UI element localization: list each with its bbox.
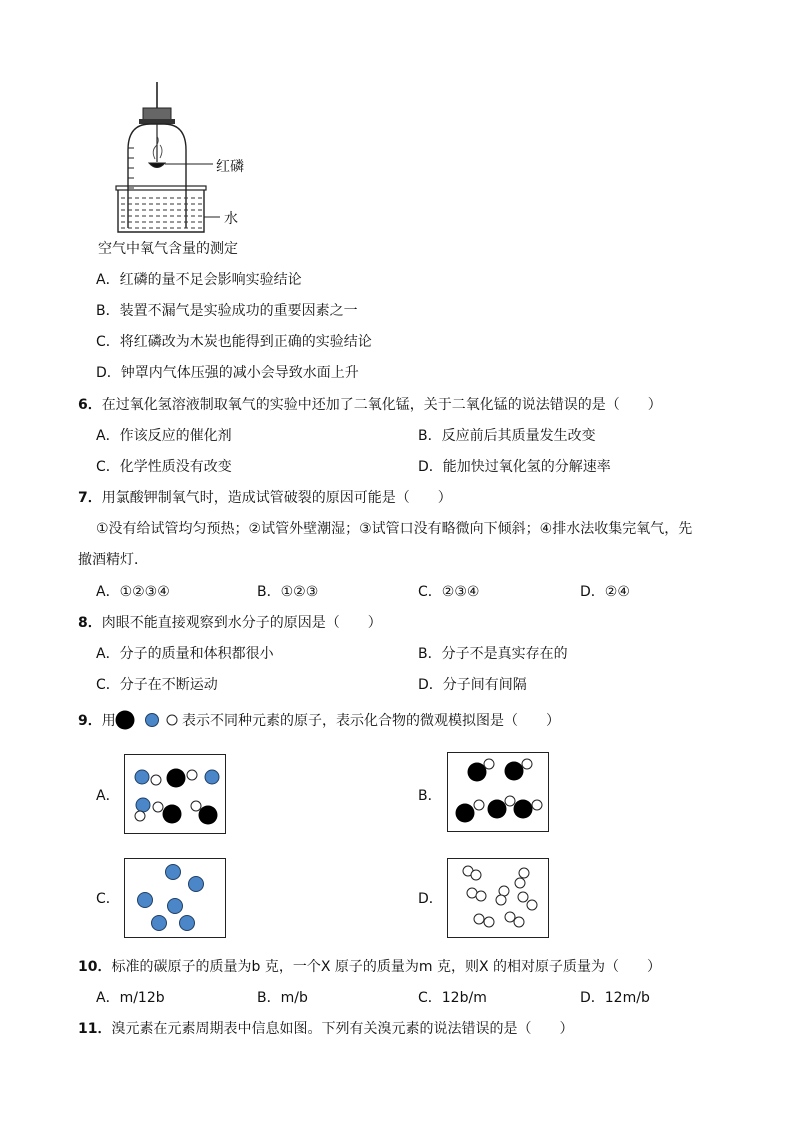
q10-stem: 标准的碳原子的质量为b 克，一个X 原子的质量为m 克，则X 的相对原子质量为（ ） [111, 959, 661, 975]
q8-number: 8． [78, 615, 102, 631]
q7-detail-line1: ①没有给试管均匀预热；②试管外壁潮湿；③试管口没有略微向下倾斜；④排水法收集完氧气，先 [96, 521, 693, 537]
q9-option-a-label: A． [96, 788, 120, 804]
q7-option-c: C．②③④ [418, 584, 480, 600]
q6-option-c: C．化学性质没有改变 [96, 459, 232, 475]
q10-option-d: D．12m/b [580, 990, 650, 1006]
q6-number: 6． [78, 397, 102, 413]
q7-number: 7． [78, 490, 102, 506]
q9-box-d [447, 858, 549, 938]
q9-box-c [124, 858, 226, 938]
q10-option-b: B．m/b [257, 990, 308, 1006]
figure-caption: 空气中氧气含量的测定 [98, 241, 238, 257]
q8-option-d: D．分子间有间隔 [418, 677, 527, 693]
q10-option-c: C．12b/m [418, 990, 487, 1006]
q8-stem: 肉眼不能直接观察到水分子的原因是（ ） [101, 615, 382, 631]
q9-box-b [447, 752, 549, 832]
q9-number: 9． [78, 713, 102, 729]
q5-option-a: A．红磷的量不足会影响实验结论 [96, 272, 302, 288]
legend-black-atom [116, 711, 135, 730]
q5-option-d: D．钟罩内气体压强的减小会导致水面上升 [96, 365, 359, 381]
q8-option-a: A．分子的质量和体积都很小 [96, 646, 274, 662]
q9-option-b-label: B． [418, 788, 442, 804]
q9-stem-suffix: 表示不同种元素的原子，表示化合物的微观模拟图是（ ） [182, 713, 560, 729]
q7-option-d: D．②④ [580, 584, 630, 600]
label-red-phosphorus: 红磷 [216, 159, 244, 175]
q7-detail-line2: 撤酒精灯． [78, 552, 148, 568]
q7-option-b: B．①②③ [257, 584, 319, 600]
legend-blue-atom [146, 714, 159, 727]
q10-option-a: A．m/12b [96, 990, 165, 1006]
q5-option-b: B．装置不漏气是实验成功的重要因素之一 [96, 303, 358, 319]
q6-stem: 在过氧化氢溶液制取氧气的实验中还加了二氧化锰，关于二氧化锰的说法错误的是（ ） [101, 397, 662, 413]
q10-number: 10． [78, 959, 112, 975]
legend-white-atom [167, 715, 177, 725]
q7-stem: 用氯酸钾制氧气时，造成试管破裂的原因可能是（ ） [101, 490, 452, 506]
q8-option-b: B．分子不是真实存在的 [418, 646, 568, 662]
q9-option-c-label: C． [96, 891, 120, 907]
q6-option-b: B．反应前后其质量发生改变 [418, 428, 596, 444]
q11-stem: 溴元素在元素周期表中信息如图。下列有关溴元素的说法错误的是（ ） [111, 1021, 574, 1037]
q7-option-a: A．①②③④ [96, 584, 170, 600]
q10-stem-line [78, 956, 661, 976]
q9-box-a [124, 754, 226, 834]
q8-option-c: C．分子在不断运动 [96, 677, 218, 693]
q11-number: 11． [78, 1021, 112, 1037]
q5-option-c: C．将红磷改为木炭也能得到正确的实验结论 [96, 334, 372, 350]
q6-option-a: A．作该反应的催化剂 [96, 428, 232, 444]
q9-stem-prefix: 用 [101, 713, 116, 729]
q9-option-d-label: D． [418, 891, 443, 907]
q11-stem-line [78, 1018, 573, 1038]
label-water: 水 [224, 211, 238, 227]
q6-option-d: D．能加快过氧化氢的分解速率 [418, 459, 611, 475]
